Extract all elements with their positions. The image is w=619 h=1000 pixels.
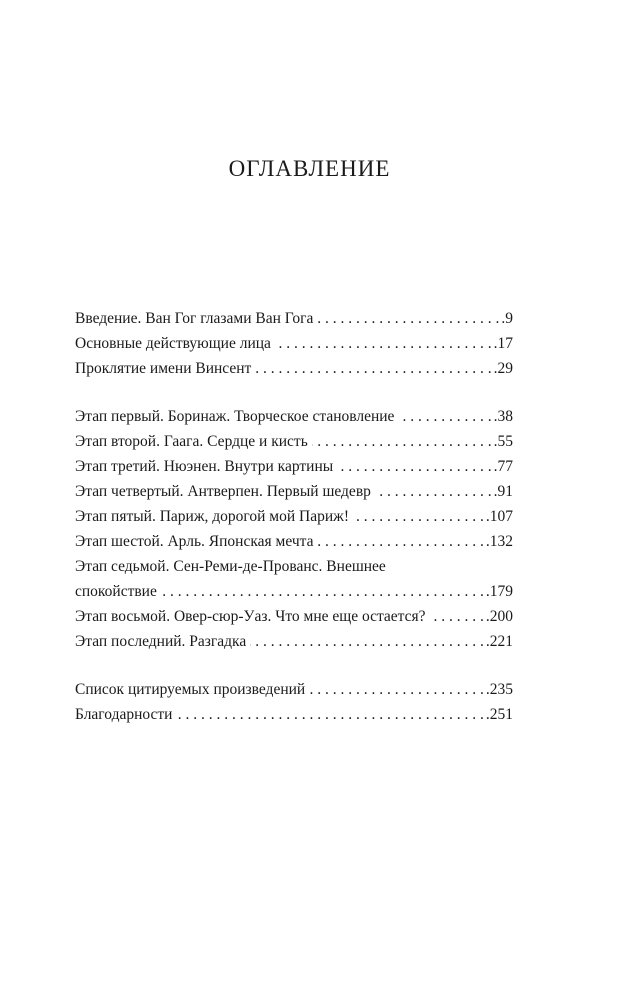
dot-leader (337, 454, 491, 479)
toc-entry[interactable] (75, 404, 513, 429)
toc-entry[interactable] (75, 331, 513, 356)
dot-leader (176, 702, 483, 727)
dot-leader (309, 677, 484, 702)
toc-entry-page: .179 (485, 583, 513, 600)
toc-entry-line2 (75, 579, 513, 604)
toc-entry-title: Этап третий. Нюэнен. Внутри картины (75, 458, 334, 475)
toc-entry[interactable] (75, 554, 513, 604)
dot-leader (398, 404, 491, 429)
toc-entry-title-continuation: спокойствие (75, 583, 157, 600)
toc-entry-title: Список цитируемых произведений (75, 681, 306, 698)
toc-entry-title: Этап второй. Гаага. Сердце и кисть (75, 433, 308, 450)
toc-entry[interactable] (75, 306, 513, 331)
toc-entry-title: Благодарности (75, 706, 173, 723)
toc-entry-title: Этап седьмой. Сен-Реми-де-Прованс. Внешнее (75, 558, 386, 575)
toc-entry[interactable] (75, 629, 513, 654)
dot-leader (312, 429, 492, 454)
dot-leader (250, 629, 484, 654)
toc-entry-title: Этап первый. Боринаж. Творческое становление (75, 408, 395, 425)
toc-entry-page: .235 (485, 681, 513, 698)
dot-leader (255, 356, 491, 381)
toc-entry[interactable] (75, 604, 513, 629)
toc-entry-page: .91 (493, 483, 513, 500)
toc-group-intro (75, 306, 513, 381)
toc-entry-title: Этап шестой. Арль. Японская мечта (75, 533, 314, 550)
toc-group-back-matter (75, 677, 513, 727)
toc-entry-title: Этап последний. Разгадка (75, 633, 247, 650)
toc-entry-title: Основные действующие лица (75, 335, 271, 352)
toc-entry-title: Проклятие имени Винсент (75, 360, 252, 377)
toc-entry-page: .132 (485, 533, 513, 550)
dot-leader (317, 306, 499, 331)
toc-entry-page: .38 (493, 408, 513, 425)
toc-entry[interactable] (75, 677, 513, 702)
toc-entry-page: .107 (485, 508, 513, 525)
toc-entry-page: .55 (493, 433, 513, 450)
page-title: ОГЛАВЛЕНИЕ (228, 156, 391, 181)
toc-entry[interactable] (75, 702, 513, 727)
toc-entry[interactable] (75, 356, 513, 381)
toc-entry[interactable] (75, 429, 513, 454)
table-of-contents (75, 306, 513, 727)
toc-entry[interactable] (75, 479, 513, 504)
dot-leader (430, 604, 484, 629)
toc-entry-title: Этап восьмой. Овер-сюр-Уаз. Что мне еще остается? (75, 608, 426, 625)
toc-entry-page: .9 (501, 310, 513, 327)
toc-entry-page: .77 (493, 458, 513, 475)
toc-group-stages (75, 404, 513, 654)
toc-entry-title: Этап пятый. Париж, дорогой мой Париж! (75, 508, 350, 525)
toc-entry[interactable] (75, 529, 513, 554)
toc-entry-title: Введение. Ван Гог глазами Ван Гога (75, 310, 314, 327)
toc-entry[interactable] (75, 454, 513, 479)
toc-entry-page: .29 (493, 360, 513, 377)
toc-entry-title: Этап четвертый. Антверпен. Первый шедевр (75, 483, 371, 500)
toc-entry-page: .251 (485, 706, 513, 723)
toc-entry-page: .17 (493, 335, 513, 352)
toc-entry-page: .200 (485, 608, 513, 625)
dot-leader (353, 504, 484, 529)
toc-entry-page: .221 (485, 633, 513, 650)
dot-leader (161, 579, 484, 604)
dot-leader (375, 479, 492, 504)
dot-leader (317, 529, 483, 554)
dot-leader (275, 331, 492, 356)
toc-entry[interactable] (75, 504, 513, 529)
